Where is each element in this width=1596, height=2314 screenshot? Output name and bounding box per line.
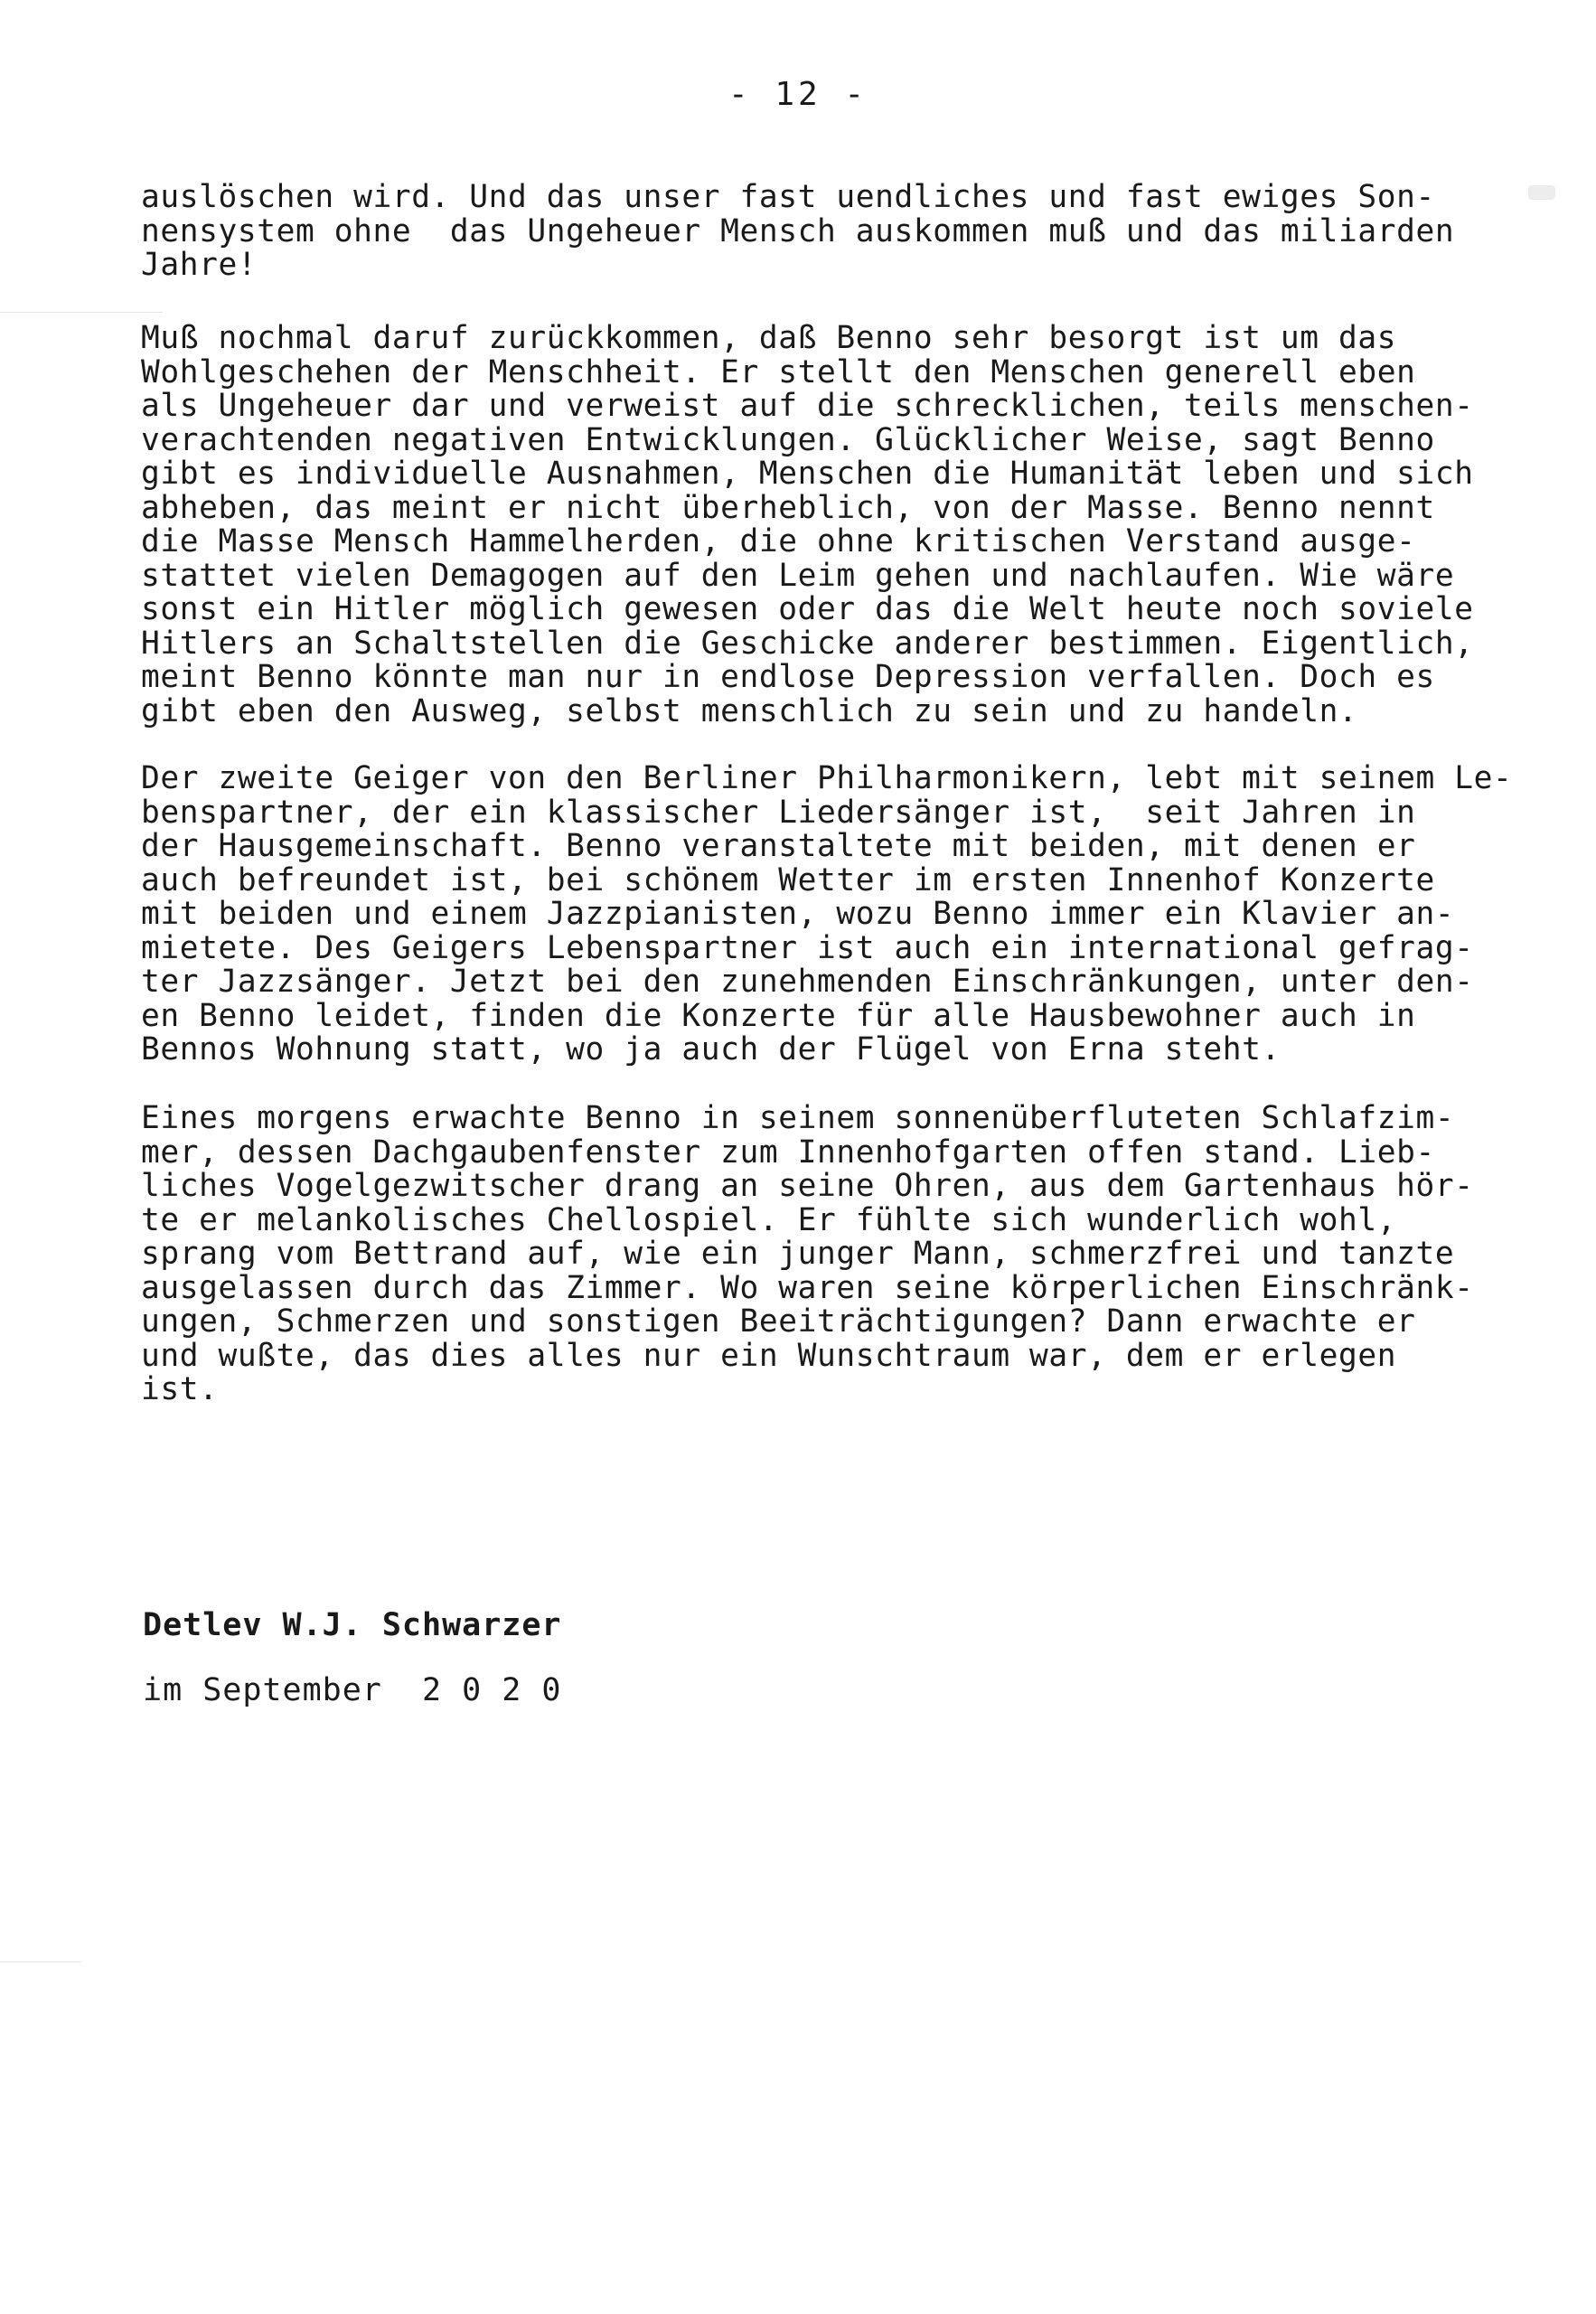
date-line: im September 2 0 2 0 [143, 1672, 562, 1708]
scan-artifact-line [0, 1961, 81, 1962]
text-line: meint Benno könnte man nur in endlose Depression verfallen. Doch es [141, 659, 1435, 695]
text-line: Muß nochmal daruf zurückkommen, daß Benno sehr besorgt ist um das [141, 320, 1397, 356]
text-line: stattet vielen Demagogen auf den Leim gehen und nachlaufen. Wie wäre [141, 557, 1455, 594]
text-line: benspartner, der ein klassischer Liedersänger ist, seit Jahren in [141, 794, 1416, 831]
text-line: te er melankolisches Chellospiel. Er fühlte sich wunderlich wohl, [141, 1201, 1397, 1238]
text-line: liches Vogelgezwitscher drang an seine Ohren, aus dem Gartenhaus hör- [141, 1168, 1474, 1204]
text-line: verachtenden negativen Entwicklungen. Glücklicher Weise, sagt Benno [141, 421, 1435, 458]
scan-smudge [1528, 185, 1555, 200]
text-line: ausgelassen durch das Zimmer. Wo waren seine körperlichen Einschränk- [141, 1269, 1474, 1306]
text-line: Hitlers an Schaltstellen die Geschicke anderer bestimmen. Eigentlich, [141, 625, 1474, 662]
text-line: ter Jazzsänger. Jetzt bei den zunehmenden Einschränkungen, unter den- [141, 964, 1474, 1000]
text-line: und wußte, das dies alles nur ein Wunschtraum war, dem er erlegen [141, 1337, 1397, 1374]
text-line: die Masse Mensch Hammelherden, die ohne kritischen Verstand ausge- [141, 523, 1416, 560]
text-line: mit beiden und einem Jazzpianisten, wozu Benno immer ein Klavier an- [141, 896, 1455, 932]
text-line: Jahre! [141, 247, 258, 283]
text-line: auch befreundet ist, bei schönem Wetter im ersten Innenhof Konzerte [141, 861, 1435, 898]
text-line: Bennos Wohnung statt, wo ja auch der Flügel von Erna steht. [141, 1031, 1281, 1068]
text-line: gibt es individuelle Ausnahmen, Menschen die Humanität leben und sich [141, 456, 1474, 492]
text-line: auslöschen wird. Und das unser fast uendliches und fast ewiges Son- [141, 179, 1435, 215]
text-line: en Benno leidet, finden die Konzerte für alle Hausbewohner auch in [141, 997, 1416, 1034]
text-line: sonst ein Hitler möglich gewesen oder das die Welt heute noch soviele [141, 591, 1474, 627]
paragraph-3 [141, 762, 1551, 1068]
text-line: ungen, Schmerzen und sonstigen Beeiträchtigungen? Dann erwachte er [141, 1303, 1416, 1340]
text-line: der Hausgemeinschaft. Benno veranstaltete mit beiden, mit denen er [141, 828, 1416, 864]
text-line: ist. [141, 1371, 219, 1407]
paragraph-4 [141, 1102, 1551, 1407]
text-line: Wohlgeschehen der Menschheit. Er stellt den Menschen generell eben [141, 353, 1416, 390]
author-signature: Detlev W.J. Schwarzer [143, 1607, 562, 1643]
page-number: - 12 - [728, 76, 868, 113]
text-line: abheben, das meint er nicht überheblich, von der Masse. Benno nennt [141, 489, 1435, 526]
text-line: als Ungeheuer dar und verweist auf die schrecklichen, teils menschen- [141, 388, 1474, 424]
text-line: nensystem ohne das Ungeheuer Mensch auskommen muß und das miliarden [141, 212, 1455, 249]
scan-artifact-line [0, 312, 163, 313]
text-line: Der zweite Geiger von den Berliner Philharmonikern, lebt mit seinem Le- [141, 760, 1513, 796]
text-line: Eines morgens erwachte Benno in seinem sonnenüberfluteten Schlafzim- [141, 1100, 1455, 1136]
text-line: gibt eben den Ausweg, selbst menschlich zu sein und zu handeln. [141, 692, 1358, 729]
paragraph-2 [141, 322, 1551, 729]
text-line: mietete. Des Geigers Lebenspartner ist auch ein international gefrag- [141, 929, 1474, 966]
text-line: mer, dessen Dachgaubenfenster zum Innenhofgarten offen stand. Lieb- [141, 1133, 1435, 1171]
paragraph-1 [141, 181, 1551, 283]
text-line: sprang vom Bettrand auf, wie ein junger Mann, schmerzfrei und tanzte [141, 1236, 1455, 1272]
